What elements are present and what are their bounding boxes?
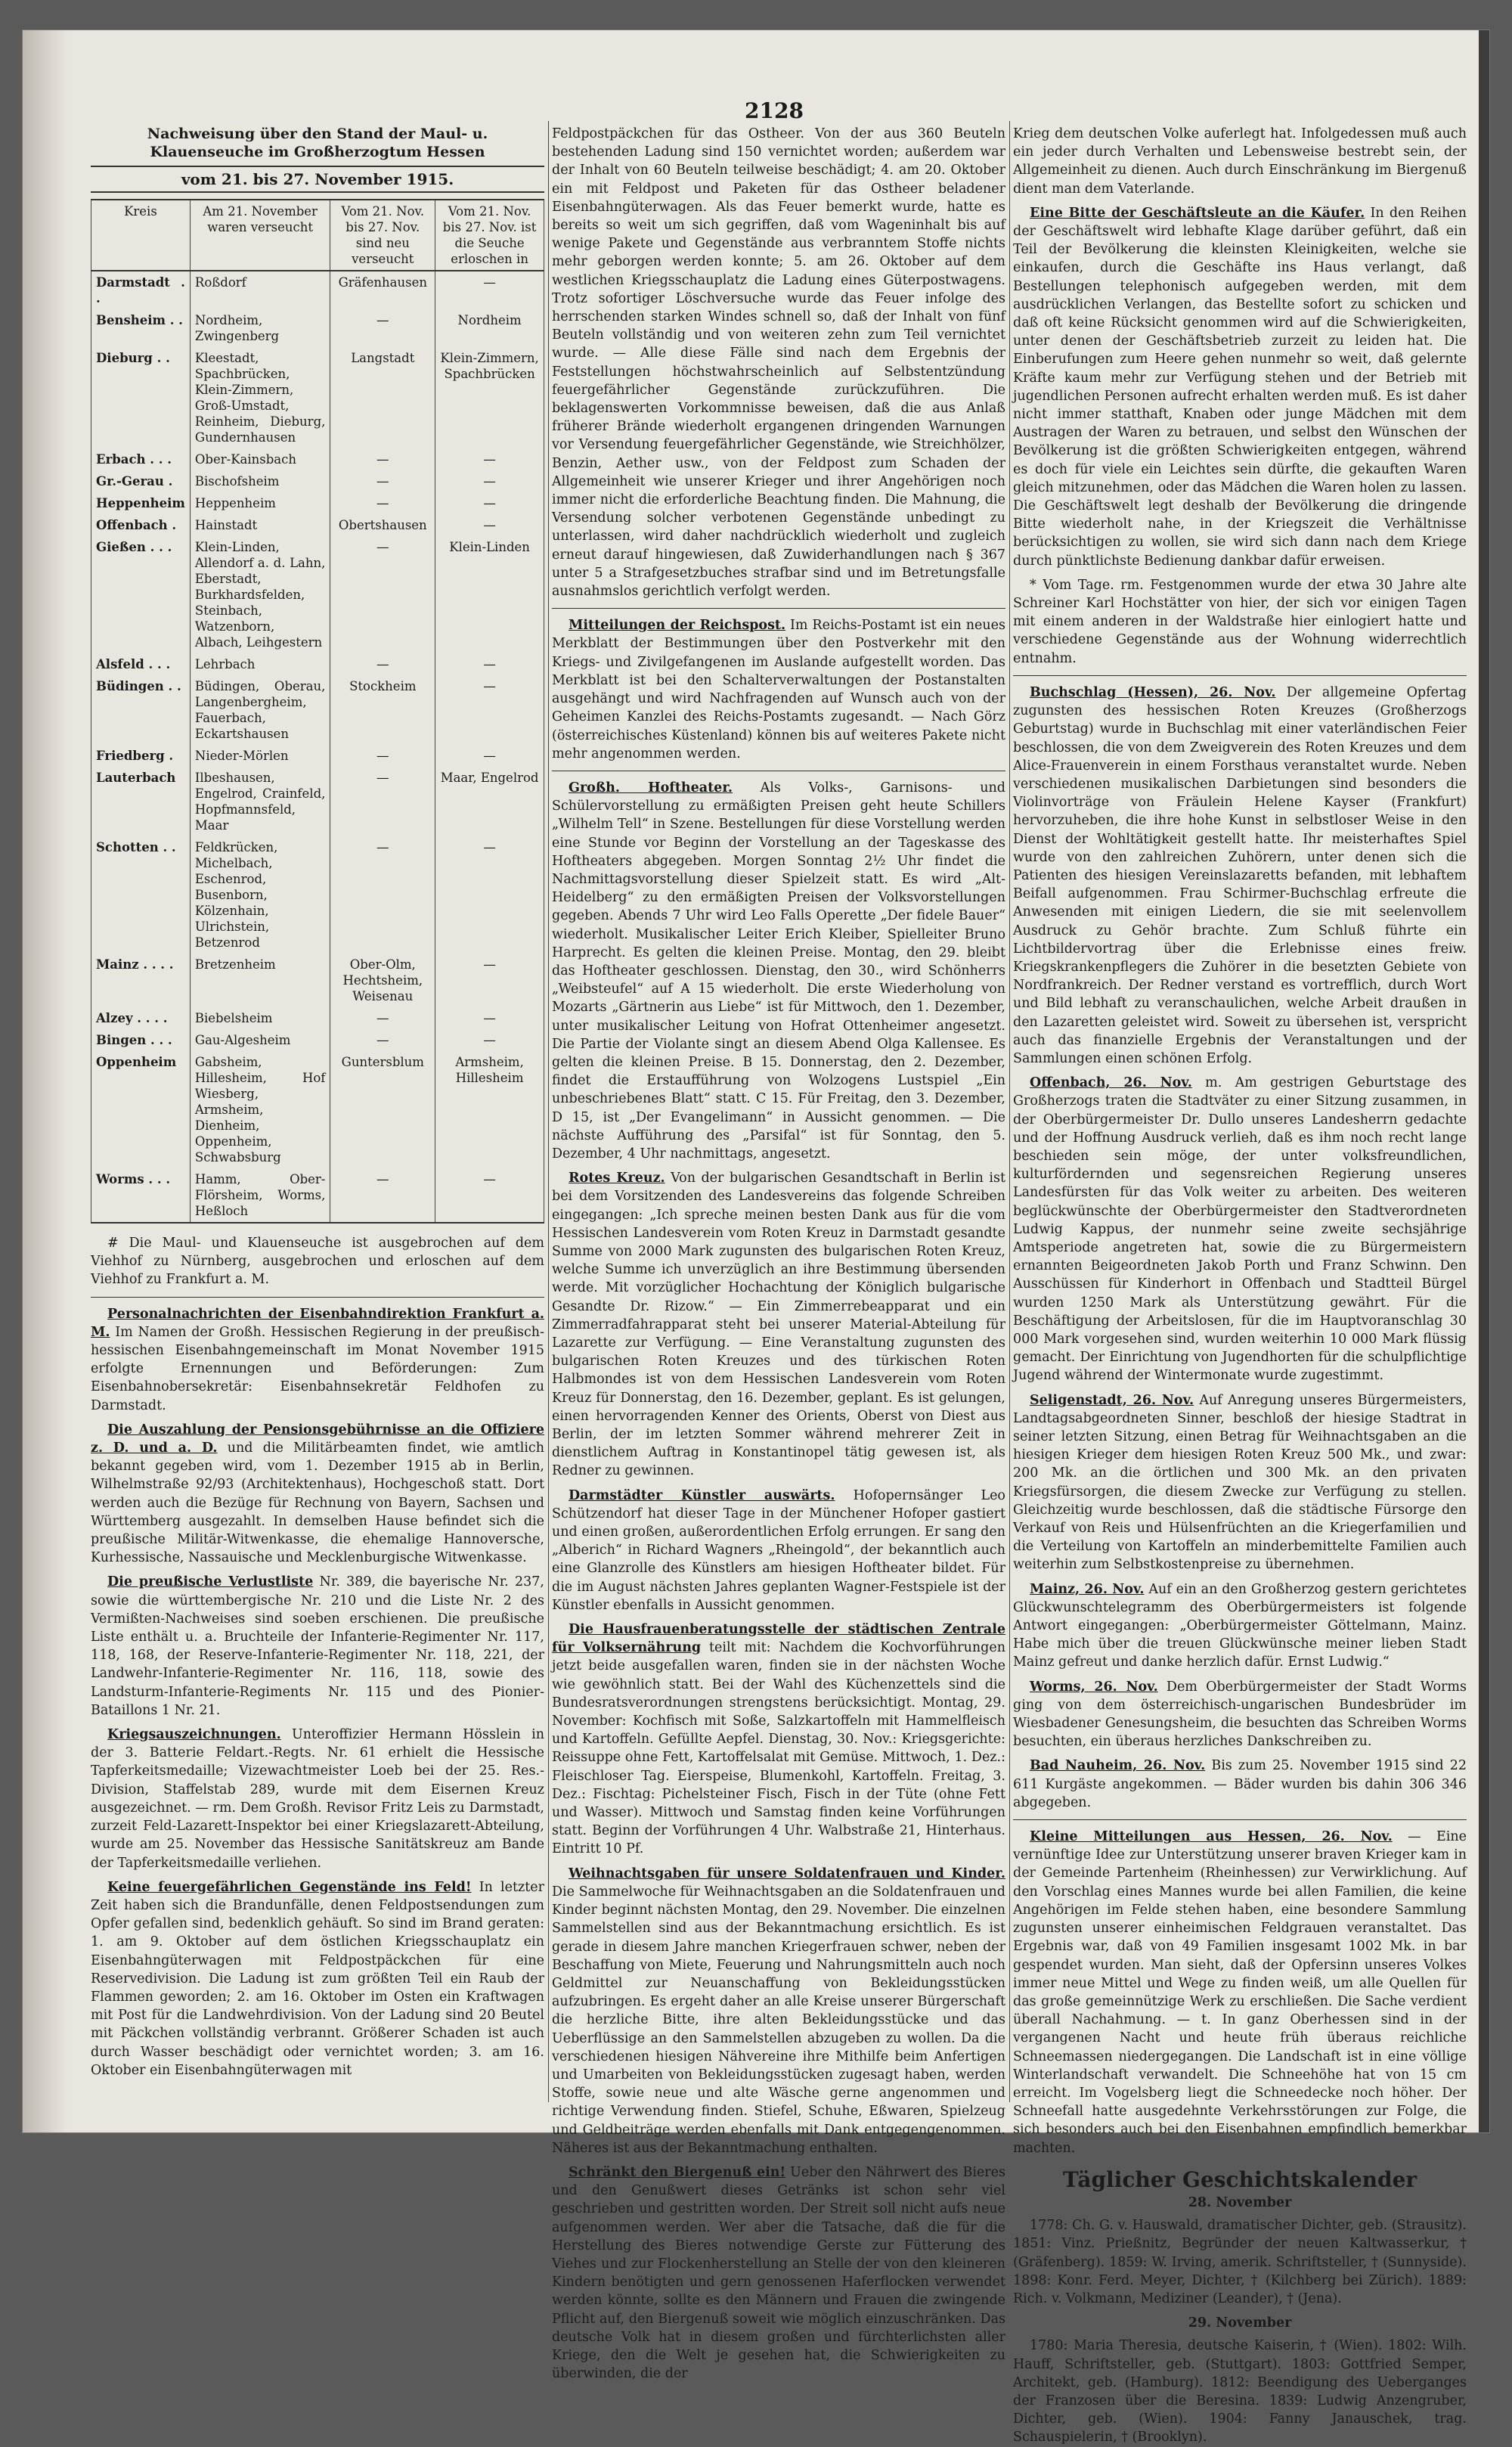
article-heading: Worms, 26. Nov. bbox=[1030, 1679, 1158, 1695]
article-body: In letzter Zeit haben sich die Brandunfälle, denen Feldpostsendungen zum Opfer gefallen sind, bedenklich gehäuft. So sind im Brand geraten: 1. am 9. Oktober auf dem östlichen Kriegsschauplatz ein Eisenbahngüterwagen mit Feldpostpäckchen für eine Reservedivision. Die Ladung ist zum größten Teil ein Raub der Flammen geworden; 2. am 16. Oktober im Osten ein Kraftwagen mit Post für die Landwehrdivision. Von der Ladung sind 20 Beutel mit Päckchen vollständig verbrannt. Größerer Schaden ist auch durch Wasser beschädigt oder vernichtet worden; 3. am 16. Oktober ein Eisenbahngüterwagen mit bbox=[91, 1879, 544, 2078]
article-hoftheater bbox=[552, 779, 1005, 1163]
article-kleine-mitteilungen bbox=[1013, 1828, 1467, 2157]
article-pension bbox=[91, 1421, 544, 1568]
article-seligenstadt bbox=[1013, 1391, 1467, 1574]
table-cell-erloschen: — bbox=[435, 448, 544, 470]
article-geschaeftsleute bbox=[1013, 204, 1467, 570]
article-biergenuss bbox=[552, 2163, 1005, 2383]
table-cell-neu: — bbox=[330, 536, 435, 653]
article-rotes-kreuz bbox=[552, 1169, 1005, 1480]
table-header-kreis: Kreis bbox=[91, 200, 191, 271]
article-weihnachtsgaben bbox=[552, 1865, 1005, 2157]
article-heading: Die preußische Verlustliste bbox=[107, 1574, 314, 1590]
table-cell-erloschen: — bbox=[435, 1168, 544, 1223]
table-cell-erloschen: — bbox=[435, 836, 544, 954]
table-row bbox=[91, 309, 544, 347]
table-period: vom 21. bis 27. November 1915. bbox=[91, 166, 544, 193]
table-cell-kreis: Schotten . . bbox=[91, 836, 191, 954]
table-cell-neu: Ober-Olm, Hechtsheim, Weisenau bbox=[330, 954, 435, 1007]
table-cell-neu: Gräfenhausen bbox=[330, 271, 435, 309]
article-heading: Offenbach, 26. Nov. bbox=[1030, 1075, 1192, 1091]
article-hausfrauen bbox=[552, 1620, 1005, 1859]
article-biergenuss-cont: Krieg dem deutschen Volke auferlegt hat. Infolgedessen muß auch ein jeder durch Verhalten und Lebensweise bestrebt sein, der Allgemeinheit zu dienen. Auch durch Einschränkung im Biergenuß dient man dem Vaterlande. bbox=[1013, 126, 1467, 197]
column-rule-2 bbox=[1009, 121, 1010, 2102]
table-header-row bbox=[91, 200, 544, 271]
table-row bbox=[91, 767, 544, 836]
article-heading: Mainz, 26. Nov. bbox=[1030, 1581, 1145, 1597]
table-row bbox=[91, 470, 544, 492]
table-row bbox=[91, 836, 544, 954]
table-cell-kreis: Oppenheim bbox=[91, 1051, 191, 1168]
page-number: 2128 bbox=[745, 98, 804, 123]
table-cell-kreis: Mainz . . . . bbox=[91, 954, 191, 1007]
table-title-block bbox=[91, 125, 544, 193]
table-cell-erloschen: Klein-Zimmern, Spachbrücken bbox=[435, 347, 544, 448]
article-body: Dem Oberbürgermeister der Stadt Worms ging von dem österreichisch-ungarischen Bundesbrüder im Wiesbadener Genesungsheim, die besuchten das Schreiben Worms besuchten, ein überaus herzliches Dankschreiben zu. bbox=[1013, 1679, 1467, 1750]
article-heading: Kriegsauszeichnungen. bbox=[107, 1727, 281, 1743]
column-1 bbox=[91, 125, 544, 2121]
table-cell-verseucht: Bretzenheim bbox=[190, 954, 330, 1007]
table-cell-verseucht: Heppenheim bbox=[190, 492, 330, 514]
table-row bbox=[91, 1168, 544, 1223]
article-worms bbox=[1013, 1678, 1467, 1751]
table-cell-neu: — bbox=[330, 448, 435, 470]
article-body: Im Namen der Großh. Hessischen Regierung in der preußisch-hessischen Eisenbahngemeinschaft im Monat November 1915 erfolgte Ernennungen und Beförderungen: Zum Eisenbahnobersekretär: Eisenbahnsekretär Feldhofen zu Darmstadt. bbox=[91, 1324, 544, 1413]
article-body: Ueber den Nährwert des Bieres und den Genußwert dieses Getränks ist schon sehr viel geschrieben und gestritten worden. Der Streit soll nicht aufs neue aufgenommen werden. Wer aber die Tatsache, daß die für die Herstellung des Bieres notwendige Gerste zur Fütterung des Viehes und zur Flockenherstellung an Stelle der von den kleineren Kindern benötigten und gern genossenen Haferflocken verwendet werden könnte, sollte es den Männern und Frauen die zwingende Pflicht auf, den Biergenuß soweit wie möglich einzuschränken. Das deutsche Volk hat in diesem großen und fürchterlichsten aller Kriege, den die Welt je gesehen hat, die Schwierigkeiten zu überwinden, die der bbox=[552, 2164, 1005, 2382]
article-vom-tage: * Vom Tage. rm. Festgenommen wurde der etwa 30 Jahre alte Schreiner Karl Hochstätter von hier, der sich vor einigen Tagen mit einem anderen in der Waldstraße hier einlogiert hatte und verschiedene Gegenstände aus der Wohnung widerrechtlich entnahm. bbox=[1013, 577, 1467, 666]
table-cell-verseucht: Feldkrücken, Michelbach, Eschenrod, Busenborn, Kölzenhain, Ulrichstein, Betzenrod bbox=[190, 836, 330, 954]
page-edge-dark bbox=[1479, 30, 1489, 2132]
table-cell-verseucht: Bischofsheim bbox=[190, 470, 330, 492]
divider bbox=[1013, 675, 1467, 676]
table-row bbox=[91, 271, 544, 309]
table-cell-neu: — bbox=[330, 653, 435, 675]
article-body: Als Volks-, Garnisons- und Schülervorstellung zu ermäßigten Preisen geht heute Schillers „Wilhelm Tell“ in Szene. Bestellungen für diese Vorstellung werden eine Stunde vor Beginn der Vorstellung an der Tageskasse des Hoftheaters abgegeben. Morgen Sonntag 2½ Uhr findet die Nachmittagsvorstellung dieser Spielzeit statt. Es wird „Alt-Heidelberg“ zu den ermäßigten Preisen der Volksvorstellungen gegeben. Abends 7 Uhr wird Leo Falls Operette „Der fidele Bauer“ wiederholt. Musikalischer Leiter Erich Kleiber, Spielleiter Bruno Harprecht. Es gelten die kleinen Preise. Montag, den 29. bleibt das Hoftheater geschlossen. Dienstag, den 30., wird Schönherrs „Weibsteufel“ auf A 15 wiederholt. Die erste Wiederholung von Mozarts „Gärtnerin aus Liebe“ ist für Mittwoch, den 1. Dezember, unter musikalischer Leitung von Hofrat Ottenheimer angesetzt. Die Partie der Violante singt an diesem Abend Olga Kallensee. Es gelten die kleinen Preise. B 15. Donnerstag, den 2. Dezember, findet die Erstaufführung von Wolzogens Lustspiel „Ein unbeschriebenes Blatt“ statt. C 15. Für Freitag, den 3. Dezember, D 15, ist „Der Evangelimann“ in Aussicht genommen. — Die nächste Aufführung des „Parsifal“ ist für Sonntag, den 5. Dezember, 4 Uhr nachmittags, angesetzt. bbox=[552, 780, 1005, 1161]
table-cell-kreis: Bingen . . . bbox=[91, 1029, 191, 1051]
article-body: In den Reihen der Geschäftswelt wird lebhafte Klage darüber geführt, daß ein Teil der Bevölkerung die kleinsten Kleinigkeiten, welche sie einkaufen, durch die Geschäfte ins Haus verlangt, daß Bestellungen telephonisch aufgegeben werden, mit dem ausdrücklichen Verlangen, das Bestellte sofort zu schicken und daß oft keine Rücksicht genommen wird auf die Schwierigkeiten, unter denen der Geschäftsbetrieb zurzeit zu leiden hat. Die Einberufungen zum Heere gehen nunmehr so weit, daß gelernte Kräfte kaum mehr zur Verfügung stehen und der Betrieb mit jugendlichen Personen aufrecht erhalten werden muß. Es ist daher nicht immer statthaft, Knaben oder junge Mädchen mit dem Austragen der Waren zu betrauen, und selbst den Wünschen der Bevölkerung ist die größten Schwierigkeiten entgegen, während es doch für viele ein Leichtes sein dürfte, die gekauften Waren gleich mitzunehmen, oder das Mädchen die Waren holen zu lassen. Die Geschäftswelt legt deshalb der Bevölkerung die dringende Bitte wiederholt nahe, in der Kriegszeit die Verhältnisse berücksichtigen zu wollen, sie wird sich dann nach dem Kriege durch pünktlichste Bedienung dankbar dafür erweisen. bbox=[1013, 205, 1467, 569]
article-feuer-cont: Feldpostpäckchen für das Ostheer. Von der aus 360 Beuteln bestehenden Ladung sind 150 vernichtet worden; außerdem war der Inhalt von 60 Beuteln teilweise beschädigt; 4. am 20. Oktober ein mit Feldpost und Paketen für das Ostheer beladener Eisenbahngüterwagen. Als das Feuer bemerkt wurde, hatte es bereits so weit um sich gegriffen, daß vom Wageninhalt bis auf wenige Pakete und Gegenstände aus verbranntem Stoffe nichts mehr geborgen werden konnte; 5. am 26. Oktober auf dem westlichen Kriegsschauplatz die Ladung eines Güterpostwagens. Trotz sofortiger Löschversuche wurde das Feuer infolge des herrschenden starken Windes schnell so, daß der Inhalt von fünf Beuteln vollständig und von weiteren zehn zum Teil vernichtet wurde. — Alle diese Fälle sind nach dem Ergebnis der Feststellungen höchstwahrscheinlich auf Selbstentzündung feuergefährlicher Gegenstände zurückzuführen. Die beklagenswerten Vorkommnisse beweisen, daß die aus Anlaß früherer Brände wiederholt ergangenen dringenden Warnungen vor Versendung feuergefährlicher Gegenstände, wie Streichhölzer, Benzin, Aether usw., von der Feldpost zum Schaden der Allgemeinheit wie unserer Krieger und ihrer Angehörigen noch immer nicht die erforderliche Beachtung finden. Die Mahnung, die Versendung solcher verbotenen Gegenstände unbedingt zu unterlassen, wird daher nachdrücklich wiederholt und zugleich erneut darauf hingewiesen, daß Zuwiderhandlungen nach § 367 unter 5 a Strafgesetzbuches strafbar sind und im Betretungsfalle ausnahmslos gerichtlich verfolgt werden. bbox=[552, 126, 1005, 600]
article-kuenstler bbox=[552, 1487, 1005, 1614]
table-cell-neu: Obertshausen bbox=[330, 514, 435, 536]
table-row bbox=[91, 448, 544, 470]
article-body: und die Militärbeamten findet, wie amtlich bekannt gegeben wird, vom 1. Dezember 1915 ab in Berlin, Wilhelmstraße 92/93 (Architektenhaus), Hochgeschoß statt. Dort werden auch die Bezüge für Rechnung von Bayern, Sachsen und Württemberg ausgezahlt. In demselben Hause befindet sich die preußische Militär-Witwenkasse, die ehemalige Hannoversche, Kurhessische, Nassauische und Mecklenburgische Witwenkasse. bbox=[91, 1441, 544, 1566]
table-cell-neu: — bbox=[330, 309, 435, 347]
table-cell-verseucht: Biebelsheim bbox=[190, 1007, 330, 1029]
table-cell-erloschen: — bbox=[435, 514, 544, 536]
table-cell-verseucht: Hamm, Ober-Flörsheim, Worms, Heßloch bbox=[190, 1168, 330, 1223]
table-cell-neu: — bbox=[330, 492, 435, 514]
table-title: Nachweisung über den Stand der Maul- u. Klauenseuche im Großherzogtum Hessen bbox=[147, 126, 488, 160]
table-cell-verseucht: Nordheim, Zwingenberg bbox=[190, 309, 330, 347]
table-cell-kreis: Darmstadt . . bbox=[91, 271, 191, 309]
table-header-erloschen: Vom 21. Nov. bis 27. Nov. ist die Seuche erloschen in bbox=[435, 200, 544, 271]
divider bbox=[552, 608, 1005, 609]
article-body: m. Am gestrigen Geburtstage des Großherzogs traten die Stadtväter zu einer Sitzung zusammen, in der Oberbürgermeister Dr. Dullo unseres Landesherrn gedachte und der Hoffnung Ausdruck verlieh, daß es ihm noch recht lange beschieden sein möge, der unter volksfreundlichen, kulturfördernden und segensreichen Regierung unseres Landesfürsten für das Volk weiter zu arbeiten. Des weiteren beglückwünschte der Oberbürgermeister den Stadtverordneten Ludwig Kappus, der nunmehr seine zweite sechsjährige Amtsperiode angetreten hat, sowie die zu Bürgermeistern ernannten Beigeordneten Jakob Porth und Franz Schwinn. Den Ausschüssen für Kinderhort in Offenbach und Stadtteil Bürgel wurden 1250 Mark als Unterstützung gewährt. Für die Beschäftigung der Arbeitslosen, für die im Hauptvoranschlag 30 000 Mark vorgesehen sind, wurden weiterhin 10 000 Mark flüssig gemacht. Der Einrichtung von Jugendhorten für die schulpflichtige Jugend während der Wintermonate wurde zugestimmt. bbox=[1013, 1075, 1467, 1384]
table-cell-neu: — bbox=[330, 1029, 435, 1051]
table-cell-erloschen: — bbox=[435, 492, 544, 514]
divider bbox=[91, 1297, 544, 1298]
article-heading: Die Auszahlung der Pensionsgebührnisse an die Offiziere z. D. und a. D. bbox=[91, 1422, 544, 1456]
article-body: Bis zum 25. November 1915 sind 22 611 Kurgäste angekommen. — Bäder wurden bis dahin 306 346 abgegeben. bbox=[1013, 1758, 1467, 1810]
article-buchschlag bbox=[1013, 684, 1467, 1068]
table-cell-kreis: Alzey . . . . bbox=[91, 1007, 191, 1029]
article-heading: Rotes Kreuz. bbox=[569, 1171, 665, 1186]
table-cell-erloschen: — bbox=[435, 271, 544, 309]
article-heading: Eine Bitte der Geschäftsleute an die Käufer. bbox=[1030, 205, 1365, 221]
article-body: — Eine vernünftige Idee zur Unterstützung unserer braven Krieger kam in der Gemeinde Partenheim (Rheinhessen) zur Verwirklichung. Auf den Vorschlag eines Mannes wurde bei allen Familien, die keine Angehörigen im Felde stehen haben, eine besondere Sammlung zugunsten unserer einheimischen Feldgrauen veranstaltet. Das Ergebnis war, daß von 49 Familien insgesamt 1002 Mk. in bar gespendet wurden. Man sieht, daß der Opfersinn unseres Volkes immer neue Mittel und Wege zu finden weiß, um alle Quellen für das große gemeinnützige Werk zu erschließen. Die Sache verdient überall Nachahmung. — t. In ganz Oberhessen sind in der vergangenen Nacht und heute früh überaus reichliche Schneemassen niedergegangen. Die Landschaft ist in eine völlige Winterlandschaft verwandelt. Die Schneehöhe hat von 15 cm erreicht. Im Vogelsberg liegt die Schneedecke noch höher. Der Schneefall hatte ausgedehnte Verkehrsstörungen zur Folge, die sich besonders auch bei den Eisenbahnen empfindlich bemerkbar machten. bbox=[1013, 1829, 1467, 2156]
article-heading: Bad Nauheim, 26. Nov. bbox=[1030, 1758, 1206, 1774]
table-cell-neu: — bbox=[330, 1007, 435, 1029]
table-cell-neu: — bbox=[330, 767, 435, 836]
table-cell-kreis: Dieburg . . bbox=[91, 347, 191, 448]
table-cell-erloschen: — bbox=[435, 470, 544, 492]
table-row bbox=[91, 492, 544, 514]
table-cell-kreis: Büdingen . . bbox=[91, 675, 191, 745]
article-body: Von der bulgarischen Gesandtschaft in Berlin ist bei dem Vorsitzenden des Landesvereins das folgende Schreiben eingegangen: „Ich spreche meinen besten Dank aus für die vom Hessischen Landesverein vom Roten Kreuz in Darmstadt gesandte Summe von 2000 Mark zugunsten des bulgarischen Roten Kreuz, welche Summe ich unverzüglich an ihre Bestimmung übersenden werde. Mit vorzüglicher Hochachtung der Königlich bulgarische Gesandte Dr. Rizow.“ — Ein Zimmerrebeapparat und ein Zimmerradfahrapparat steht bei unserer Material-Abteilung für Lazarette zur Verfügung. — Eine Veranstaltung zugunsten des bulgarischen Roten Kreuzes und des türkischen Roten Halbmondes ist von dem Hessischen Landesverein vom Roten Kreuz für Donnerstag, den 16. Dezember, geplant. Es ist gelungen, einen hervorragenden Kenner des Orients, Oberst von Diest aus Berlin, der im letzten Sommer während mehrerer Zeit in dienstlichem Auftrag in Konstantinopel tätig gewesen ist, als Redner zu gewinnen. bbox=[552, 1171, 1005, 1479]
kalender-date-2: 29. November bbox=[1188, 2315, 1292, 2331]
table-row bbox=[91, 954, 544, 1007]
kalender-entry-1: 1778: Ch. G. v. Hauswald, dramatischer Dichter, geb. (Strausitz). 1851: Vinz. Prießnitz, Begründer der neuen Kaltwasserkur, † (Gräfenberg). 1859: W. Irving, amerik. Schriftsteller, † (Sunnyside). 1898: Konr. Ferd. Meyer, Dichter, † (Kilchberg bei Zürich). 1889: Rich. v. Volkmann, Mediziner (Leander), † (Jena). bbox=[1013, 2218, 1467, 2306]
article-heading: Seligenstadt, 26. Nov. bbox=[1030, 1392, 1194, 1408]
table-cell-verseucht: Klein-Linden, Allendorf a. d. Lahn, Eberstadt, Burkhardsfelden, Steinbach, Watzenborn, Albach, Leihgestern bbox=[190, 536, 330, 653]
article-bad-nauheim bbox=[1013, 1757, 1467, 1812]
article-heading: Die Hausfrauenberatungsstelle der städtischen Zentrale für Volksernährung bbox=[552, 1622, 1005, 1656]
article-heading: Personalnachrichten der Eisenbahndirektion Frankfurt a. M. bbox=[91, 1306, 544, 1340]
table-cell-kreis: Erbach . . . bbox=[91, 448, 191, 470]
table-cell-erloschen: — bbox=[435, 1007, 544, 1029]
table-row bbox=[91, 675, 544, 745]
article-body: Unteroffizier Hermann Hösslein in der 3. Batterie Feldart.-Regts. Nr. 61 erhielt die Hessische Tapferkeitsmedaille; Vizewachtmeister Loeb bei der 25. Res.-Division, Staffelstab 289, wurde mit dem Eisernen Kreuz ausgezeichnet. — rm. Dem Großh. Revisor Fritz Leis zu Darmstadt, zurzeit Feld-Lazarett-Inspektor bei einer Kriegslazarett-Abteilung, wurde am 25. November das Hessische Sanitätskreuz am Bande der Tapferkeitsmedaille verliehen. bbox=[91, 1727, 544, 1871]
article-heading: Kleine Mitteilungen aus Hessen, 26. Nov. bbox=[1030, 1829, 1393, 1845]
article-body: Im Reichs-Postamt ist ein neues Merkblatt der Bestimmungen über den Postverkehr mit den Kriegs- und Zivilgefangenen im Auslande aufgestellt worden. Das Merkblatt ist bei den Schalterverwaltungen der Postanstalten ausgehängt und wird Nachfragenden auf Wunsch auch von der Geheimen Kanzlei des Reichs-Postamts zugesandt. — Nach Görz (österreichisches Küstenland) können bis auf weiteres Pakete nicht mehr angenommen werden. bbox=[552, 618, 1005, 761]
table-cell-kreis: Friedberg . bbox=[91, 745, 191, 767]
table-cell-neu: — bbox=[330, 1168, 435, 1223]
table-cell-neu: Stockheim bbox=[330, 675, 435, 745]
table-cell-erloschen: Nordheim bbox=[435, 309, 544, 347]
table-row bbox=[91, 347, 544, 448]
article-body: teilt mit: Nachdem die Kochvorführungen jetzt beide ausgefallen waren, finden sie in der nächsten Woche wie gewöhnlich statt. Bei der Wahl des Küchenzettels sind die Bundesratsverordnungen strengstens berücksichtigt. Montag, 29. November: Kochfisch mit Soße, Salzkartoffeln mit Hammelfleisch und Kartoffeln. Gefüllte Aepfel. Dienstag, 30. Nov.: Kriegsgerichte: Reissuppe ohne Fett, Kartoffelsalat mit Gemüse. Mittwoch, 1. Dez.: Fleischloser Tag. Eierspeise, Blumenkohl, Kartoffeln. Freitag, 3. Dez.: Fischtag: Pichelsteiner Fisch, Fisch in der Tüte (ohne Fett und Wasser). Mittwoch und Samstag finden keine Vorführungen statt. Beginn der Vorführungen 4 Uhr. Walbstraße 21, Hinterhaus. Eintritt 10 Pf. bbox=[552, 1640, 1005, 1857]
article-offenbach bbox=[1013, 1074, 1467, 1385]
table-cell-erloschen: — bbox=[435, 675, 544, 745]
table-cell-kreis: Heppenheim bbox=[91, 492, 191, 514]
article-body: Auf Anregung unseres Bürgermeisters, Landtagsabgeordneten Sinner, beschloß der hiesige Stadtrat in seiner letzten Sitzung, einen Betrag für Weihnachtsgaben an die hiesigen Krieger dem hiesigen Roten Kreuz 500 Mk., und zwar: 200 Mk. an die örtlichen und 300 Mk. an den privaten Kriegsfürsorgen, die diesem Zwecke zur Verfügung zu stellen. Gleichzeitig wurde beschlossen, daß die städtische Fürsorge den Verkauf von Reis und Hülsenfrüchten an die Kriegerfamilien und die Verteilung von Kartoffeln an minderbemittelte Familien auch weiterhin zum Selbstkostenpreise zu übernehmen. bbox=[1013, 1392, 1467, 1573]
seuche-table bbox=[91, 199, 544, 1224]
kalender-entry-2: 1780: Maria Theresia, deutsche Kaiserin, † (Wien). 1802: Wilh. Hauff, Schriftsteller, geb. (Stuttgart). 1803: Gottfried Semper, Architekt, geb. (Hamburg). 1812: Beendigung des Ueberganges der Franzosen über die Beresina. 1839: Ludwig Anzengruber, Dichter, geb. (Wien). 1904: Fanny Janauschek, trag. Schauspielerin, † (Brooklyn). bbox=[1013, 2338, 1467, 2445]
page-binding-shadow bbox=[23, 30, 68, 2132]
article-heading: Großh. Hoftheater. bbox=[569, 780, 733, 796]
article-feuer bbox=[91, 1878, 544, 2079]
table-cell-neu: — bbox=[330, 836, 435, 954]
article-heading: Buchschlag (Hessen), 26. Nov. bbox=[1030, 684, 1276, 700]
table-row bbox=[91, 536, 544, 653]
table-body bbox=[91, 271, 544, 1223]
table-row bbox=[91, 745, 544, 767]
newspaper-page bbox=[23, 30, 1489, 2445]
table-cell-erloschen: Maar, Engelrod bbox=[435, 767, 544, 836]
table-cell-erloschen: Armsheim, Hillesheim bbox=[435, 1051, 544, 1168]
article-heading: Weihnachtsgaben für unsere Soldatenfrauen und Kinder. bbox=[569, 1865, 1005, 1881]
table-cell-verseucht: Ilbeshausen, Engelrod, Crainfeld, Hopfmannsfeld, Maar bbox=[190, 767, 330, 836]
table-cell-erloschen: — bbox=[435, 745, 544, 767]
table-row bbox=[91, 1007, 544, 1029]
table-cell-kreis: Alsfeld . . . bbox=[91, 653, 191, 675]
table-row bbox=[91, 653, 544, 675]
column-3 bbox=[1013, 125, 1467, 2445]
table-cell-neu: — bbox=[330, 470, 435, 492]
table-cell-erloschen: Klein-Linden bbox=[435, 536, 544, 653]
table-row bbox=[91, 514, 544, 536]
table-cell-erloschen: — bbox=[435, 1029, 544, 1051]
table-header-verseucht: Am 21. November waren verseucht bbox=[190, 200, 330, 271]
table-cell-verseucht: Gabsheim, Hillesheim, Hof Wiesberg, Armsheim, Dienheim, Oppenheim, Schwabsburg bbox=[190, 1051, 330, 1168]
article-auszeichnungen bbox=[91, 1726, 544, 1872]
divider bbox=[1013, 1819, 1467, 1820]
article-body: Nr. 389, die bayerische Nr. 237, sowie die württembergische Nr. 210 und die Liste Nr. 2 des Vermißten-Nachweises sind soeben erschienen. Die preußische Liste enthält u. a. Bruchteile der Infanterie-Regimenter Nr. 117, 118, 168, der Reserve-Infanterie-Regimenter Nr. 118, 221, der Landwehr-Infanterie-Regimenter Nr. 116, 118, sowie des Landsturm-Infanterie-Regiments Nr. 115 und des Pionier-Bataillons 1 Nr. 21. bbox=[91, 1574, 544, 1718]
table-cell-erloschen: — bbox=[435, 653, 544, 675]
article-heading: Mitteilungen der Reichspost. bbox=[569, 618, 786, 634]
article-body: Der allgemeine Opfertag zugunsten des hessischen Roten Kreuzes (Großherzogs Geburtstag) wurde in Buchschlag mit einer vaterländischen Feier beschlossen, die von dem Zweigverein des Roten Kreuzes und dem Alice-Frauenverein in einem Forsthaus veranstaltet wurde. Neben verschiedenen musikalischen Darbietungen sind besonders die Violinvorträge von Fräulein Helene Kayser (Frankfurt) hervorzuheben, die ihre hohe Kunst in selbstloser Weise in den Dienst der Wohltätigkeit gestellt hatte. Ihr meisterhaftes Spiel wurde von den zahlreichen Zuhörern, unter denen sich die Patienten des hiesigen Vereinslazaretts befanden, mit lebhaftem Beifall aufgenommen. Frau Schirmer-Buchschlag erfreute die Anwesenden mit einigen Liedern, die sie mit seelenvollem Ausdruck zu Gehör brachte. Zum Schluß führte ein Lichtbildervortrag über die Erlebnisse eines freiw. Kriegskrankenpflegers die Zuhörer in die besetzten Gebiete von Nordfrankreich. Der Redner verstand es vortrefflich, durch Wort und Bild lebhaft zu veranschaulichen, welche Arbeit draußen in den Lazaretten geleistet wird. Soweit zu übersehen ist, verspricht auch das finanzielle Ergebnis der Veranstaltungen und der Sammlungen einen schönen Erfolg. bbox=[1013, 684, 1467, 1066]
table-cell-kreis: Worms . . . bbox=[91, 1168, 191, 1223]
table-cell-verseucht: Ober-Kainsbach bbox=[190, 448, 330, 470]
table-cell-kreis: Lauterbach bbox=[91, 767, 191, 836]
table-cell-verseucht: Kleestadt, Spachbrücken, Klein-Zimmern, Groß-Umstadt, Reinheim, Dieburg, Gundernhausen bbox=[190, 347, 330, 448]
table-cell-erloschen: — bbox=[435, 954, 544, 1007]
article-body: Die Sammelwoche für Weihnachtsgaben an die Soldatenfrauen und Kinder beginnt nächsten Montag, den 29. November. Die einzelnen Sammelstellen sind aus der Bekanntmachung ersichtlich. Es ist gerade in diesem Jahre manchen Kriegerfrauen schwer, neben der Beschaffung von Miete, Feuerung und Nahrungsmitteln auch noch Geldmittel zur Neuanschaffung von Bekleidungsstücken aufzubringen. Es ergeht daher an alle Kreise unserer Bürgerschaft die herzliche Bitte, ihre alten Bekleidungsstücke und das Ueberflüssige an den Sammelstellen abzugeben zu wollen. Da die verschiedenen hiesigen Nähvereine ihre Mithilfe beim Anfertigen und Umarbeiten von Bekleidungsstücken zugesagt haben, werden Stoffe, sowie neue und alte Wäsche gerne angenommen und richtige Verwendung finden. Stiefel, Schuhe, Eßwaren, Spielzeug und Geldbeiträge werden ebenfalls mit Dank entgegengenommen. Näheres ist aus der Bekanntmachung enthalten. bbox=[552, 1884, 1005, 2156]
table-cell-kreis: Gr.-Gerau . bbox=[91, 470, 191, 492]
article-personal bbox=[91, 1305, 544, 1415]
column-2 bbox=[552, 125, 1005, 2382]
table-cell-neu: Langstadt bbox=[330, 347, 435, 448]
table-cell-kreis: Offenbach . bbox=[91, 514, 191, 536]
article-body: Hofopernsänger Leo Schützendorf hat dieser Tage in der Münchener Hofoper gastiert und einen großen, außerordentlichen Erfolg errungen. Er sang den „Alberich“ in Richard Wagners „Rheingold“, der bekanntlich auch eine Glanzrolle des Künstlers am hiesigen Hoftheater bildet. Für die im August nächsten Jahres geplanten Wagner-Festspiele ist der Künstler ebenfalls in Aussicht genommen. bbox=[552, 1487, 1005, 1613]
article-seuche-note: # Die Maul- und Klauenseuche ist ausgebrochen auf dem Viehhof zu Nürnberg, ausgebrochen und erloschen auf dem Viehhof zu Frankfurt a. M. bbox=[91, 1236, 544, 1288]
article-heading: Schränkt den Biergenuß ein! bbox=[569, 2164, 786, 2180]
table-cell-neu: Guntersblum bbox=[330, 1051, 435, 1168]
column-rule-1 bbox=[548, 121, 549, 2102]
article-reichspost bbox=[552, 616, 1005, 763]
article-verlustliste bbox=[91, 1573, 544, 1720]
table-cell-verseucht: Büdingen, Oberau, Langenbergheim, Fauerbach, Eckartshausen bbox=[190, 675, 330, 745]
table-cell-kreis: Bensheim . . bbox=[91, 309, 191, 347]
kalender-title: Täglicher Geschichtskalender bbox=[1062, 2166, 1418, 2192]
table-header-neu-verseucht: Vom 21. Nov. bis 27. Nov. sind neu verseucht bbox=[330, 200, 435, 271]
table-cell-verseucht: Roßdorf bbox=[190, 271, 330, 309]
table-row bbox=[91, 1051, 544, 1168]
table-cell-verseucht: Hainstadt bbox=[190, 514, 330, 536]
table-cell-neu: — bbox=[330, 745, 435, 767]
table-cell-verseucht: Lehrbach bbox=[190, 653, 330, 675]
table-cell-verseucht: Gau-Algesheim bbox=[190, 1029, 330, 1051]
kalender-date-1: 28. November bbox=[1188, 2194, 1292, 2210]
article-body: Auf ein an den Großherzog gestern gerichtetes Glückwunschtelegramm des Oberbürgermeisters ist folgende Antwort eingegangen: „Oberbürgermeister Göttelmann, Mainz. Habe mich über die treuen Glückwünsche meiner lieben Stadt Mainz gefreut und danke herzlich dafür. Ernst Ludwig.“ bbox=[1013, 1581, 1467, 1670]
table-row bbox=[91, 1029, 544, 1051]
table-cell-verseucht: Nieder-Mörlen bbox=[190, 745, 330, 767]
article-mainz bbox=[1013, 1580, 1467, 1672]
table-cell-kreis: Gießen . . . bbox=[91, 536, 191, 653]
article-heading: Darmstädter Künstler auswärts. bbox=[569, 1487, 835, 1503]
article-heading: Keine feuergefährlichen Gegenstände ins Feld! bbox=[107, 1879, 472, 1895]
